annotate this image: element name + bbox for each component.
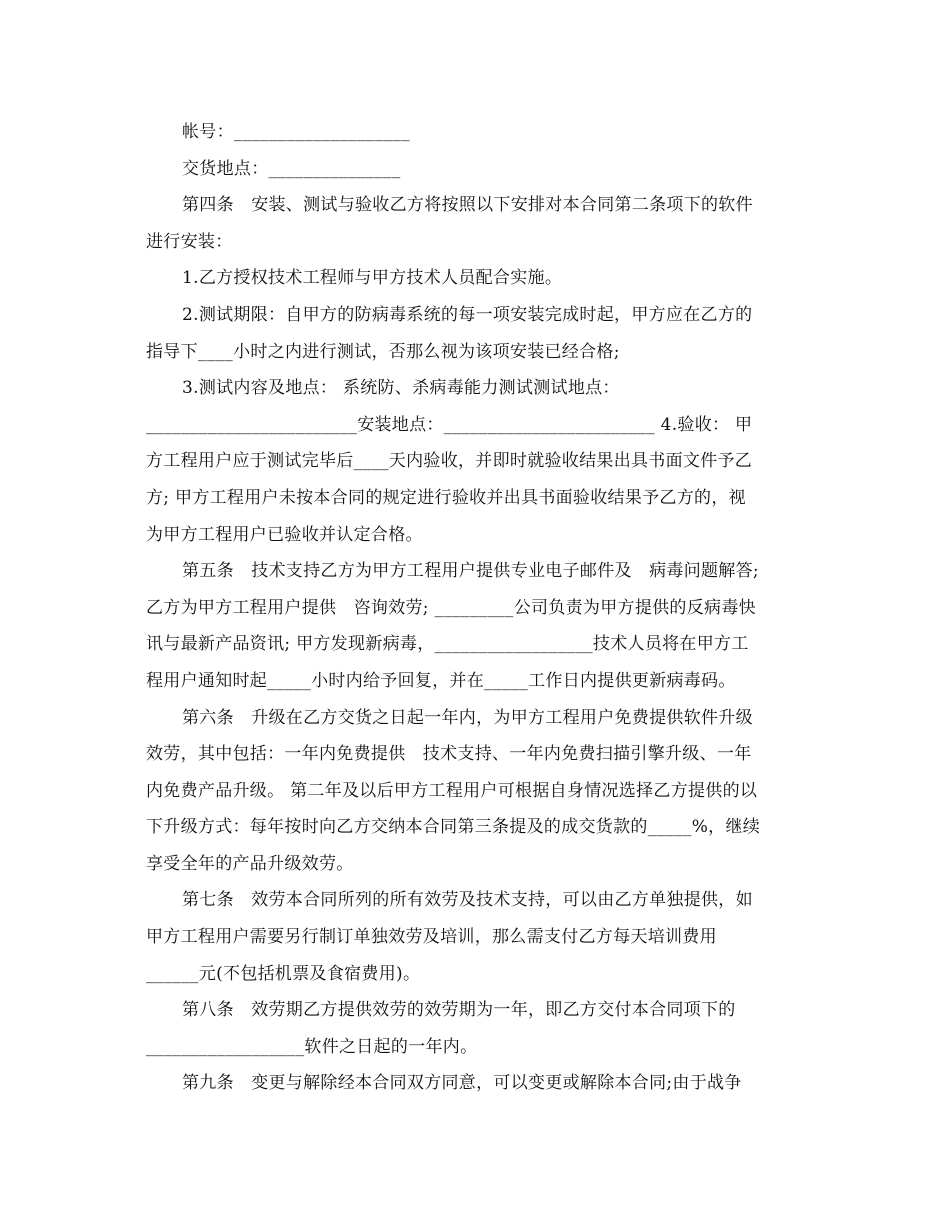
article-5-line-2: 乙方为甲方工程用户提供 咨询效劳; _________公司负责为甲方提供的反病毒快 (146, 597, 756, 618)
article-4-item-4-line-2: 方; 甲方工程用户未按本合同的规定进行验收并出具书面验收结果予乙方的，视 (146, 487, 746, 508)
article-4-item-2-line-2: 指导下____小时之内进行测试，否那么视为该项安装已经合格; (146, 341, 620, 362)
article-4-item-2-line-1: 2.测试期限：自甲方的防病毒系统的每一项安装完成时起，甲方应在乙方的 (182, 304, 753, 325)
article-8-line-2: __________________软件之日起的一年内。 (146, 1036, 478, 1057)
article-7-line-1: 第七条 效劳本合同所列的所有效劳及技术支持，可以由乙方单独提供，如 (182, 890, 753, 911)
article-4-item-1: 1.乙方授权技术工程师与甲方技术人员配合实施。 (182, 268, 563, 289)
article-5-line-3: 讯与最新产品资讯; 甲方发现新病毒，__________________技术人员将在甲方工 (146, 634, 749, 655)
article-6-line-1: 第六条 升级在乙方交货之日起一年内，为甲方工程用户免费提供软件升级 (182, 707, 753, 728)
article-5-line-1: 第五条 技术支持乙方为甲方工程用户提供专业电子邮件及 病毒问题解答; (182, 561, 759, 582)
article-6-line-2: 效劳，其中包括：一年内免费提供 技术支持、一年内免费扫描引擎升级、一年 (146, 744, 752, 765)
article-4-line-2: 进行安装： (146, 231, 233, 252)
article-4-item-3-line-2: ________________________安装地点：________________________ 4.验收： 甲 (146, 414, 753, 435)
account-line: 帐号：____________________ (182, 122, 410, 142)
article-4-line-1: 第四条 安装、测试与验收乙方将按照以下安排对本合同第二条项下的软件 (182, 195, 753, 216)
article-6-line-5: 享受全年的产品升级效劳。 (146, 853, 354, 874)
article-5-line-4: 程用户通知时起_____小时内给予回复，并在_____工作日内提供更新病毒码。 (146, 670, 736, 691)
article-7-line-3: ______元(不包括机票及食宿费用)。 (146, 963, 421, 984)
article-6-line-4: 下升级方式：每年按时向乙方交纳本合同第三条提及的成交货款的_____%，继续 (146, 817, 761, 838)
article-9-line-1: 第九条 变更与解除经本合同双方同意，可以变更或解除本合同;由于战争 (182, 1073, 742, 1094)
delivery-location-line: 交货地点：_______________ (182, 158, 401, 179)
article-4-item-4-line-1: 方工程用户应于测试完毕后____天内验收，并即时就验收结果出具书面文件予乙 (146, 451, 753, 472)
article-4-item-3-line-1: 3.测试内容及地点： 系统防、杀病毒能力测试测试地点： (182, 378, 620, 399)
article-8-line-1: 第八条 效劳期乙方提供效劳的效劳期为一年，即乙方交付本合同项下的 (182, 1000, 736, 1021)
article-6-line-3: 内免费产品升级。 第二年及以后甲方工程用户可根据自身情况选择乙方提供的以 (146, 780, 758, 801)
article-7-line-2: 甲方工程用户需要另行制订单独效劳及培训，那么需支付乙方每天培训费用 (146, 927, 717, 948)
article-4-item-4-line-3: 为甲方工程用户已验收并认定合格。 (146, 524, 423, 545)
contract-page (146, 114, 804, 1102)
